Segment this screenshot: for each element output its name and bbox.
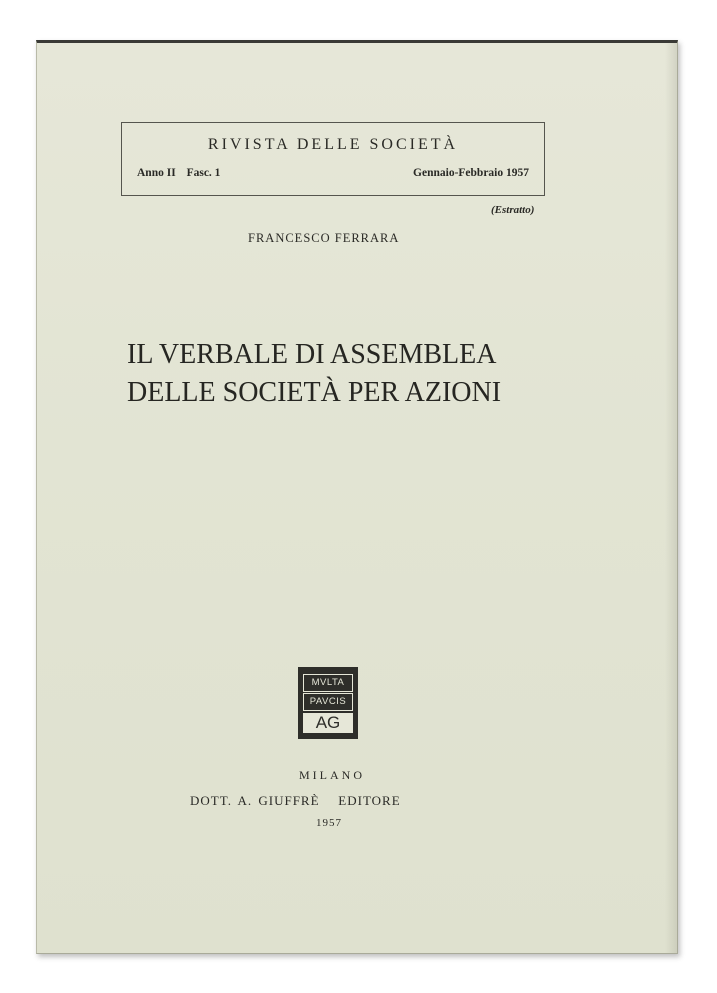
journal-title: RIVISTA DELLE SOCIETÀ — [207, 136, 459, 153]
imprint-publisher: DOTT. A. GIUFFRÈ EDITORE — [190, 793, 401, 808]
document-cover — [36, 40, 678, 954]
imprint-city: MILANO — [299, 768, 365, 782]
issue-number-label: Fasc. 1 — [186, 167, 221, 179]
extract-note: (Estratto) — [491, 204, 535, 216]
publisher-logo — [298, 667, 358, 739]
imprint-year: 1957 — [316, 817, 342, 829]
issue-info-row — [137, 167, 529, 179]
journal-header-box — [121, 122, 545, 196]
logo-text-top: MVLTA — [303, 674, 353, 692]
author-name: FRANCESCO FERRARA — [248, 231, 400, 245]
logo-text-middle: PAVCIS — [303, 693, 353, 711]
title-line-1: IL VERBALE DI ASSEMBLEA — [127, 339, 497, 370]
page-edge-shadow — [665, 43, 677, 953]
logo-initials: AG — [303, 713, 353, 733]
issue-year-label: Anno II — [137, 167, 176, 179]
document-title — [127, 336, 501, 412]
issue-date: Gennaio-Febbraio 1957 — [413, 167, 529, 179]
title-line-2: DELLE SOCIETÀ PER AZIONI — [127, 377, 502, 408]
